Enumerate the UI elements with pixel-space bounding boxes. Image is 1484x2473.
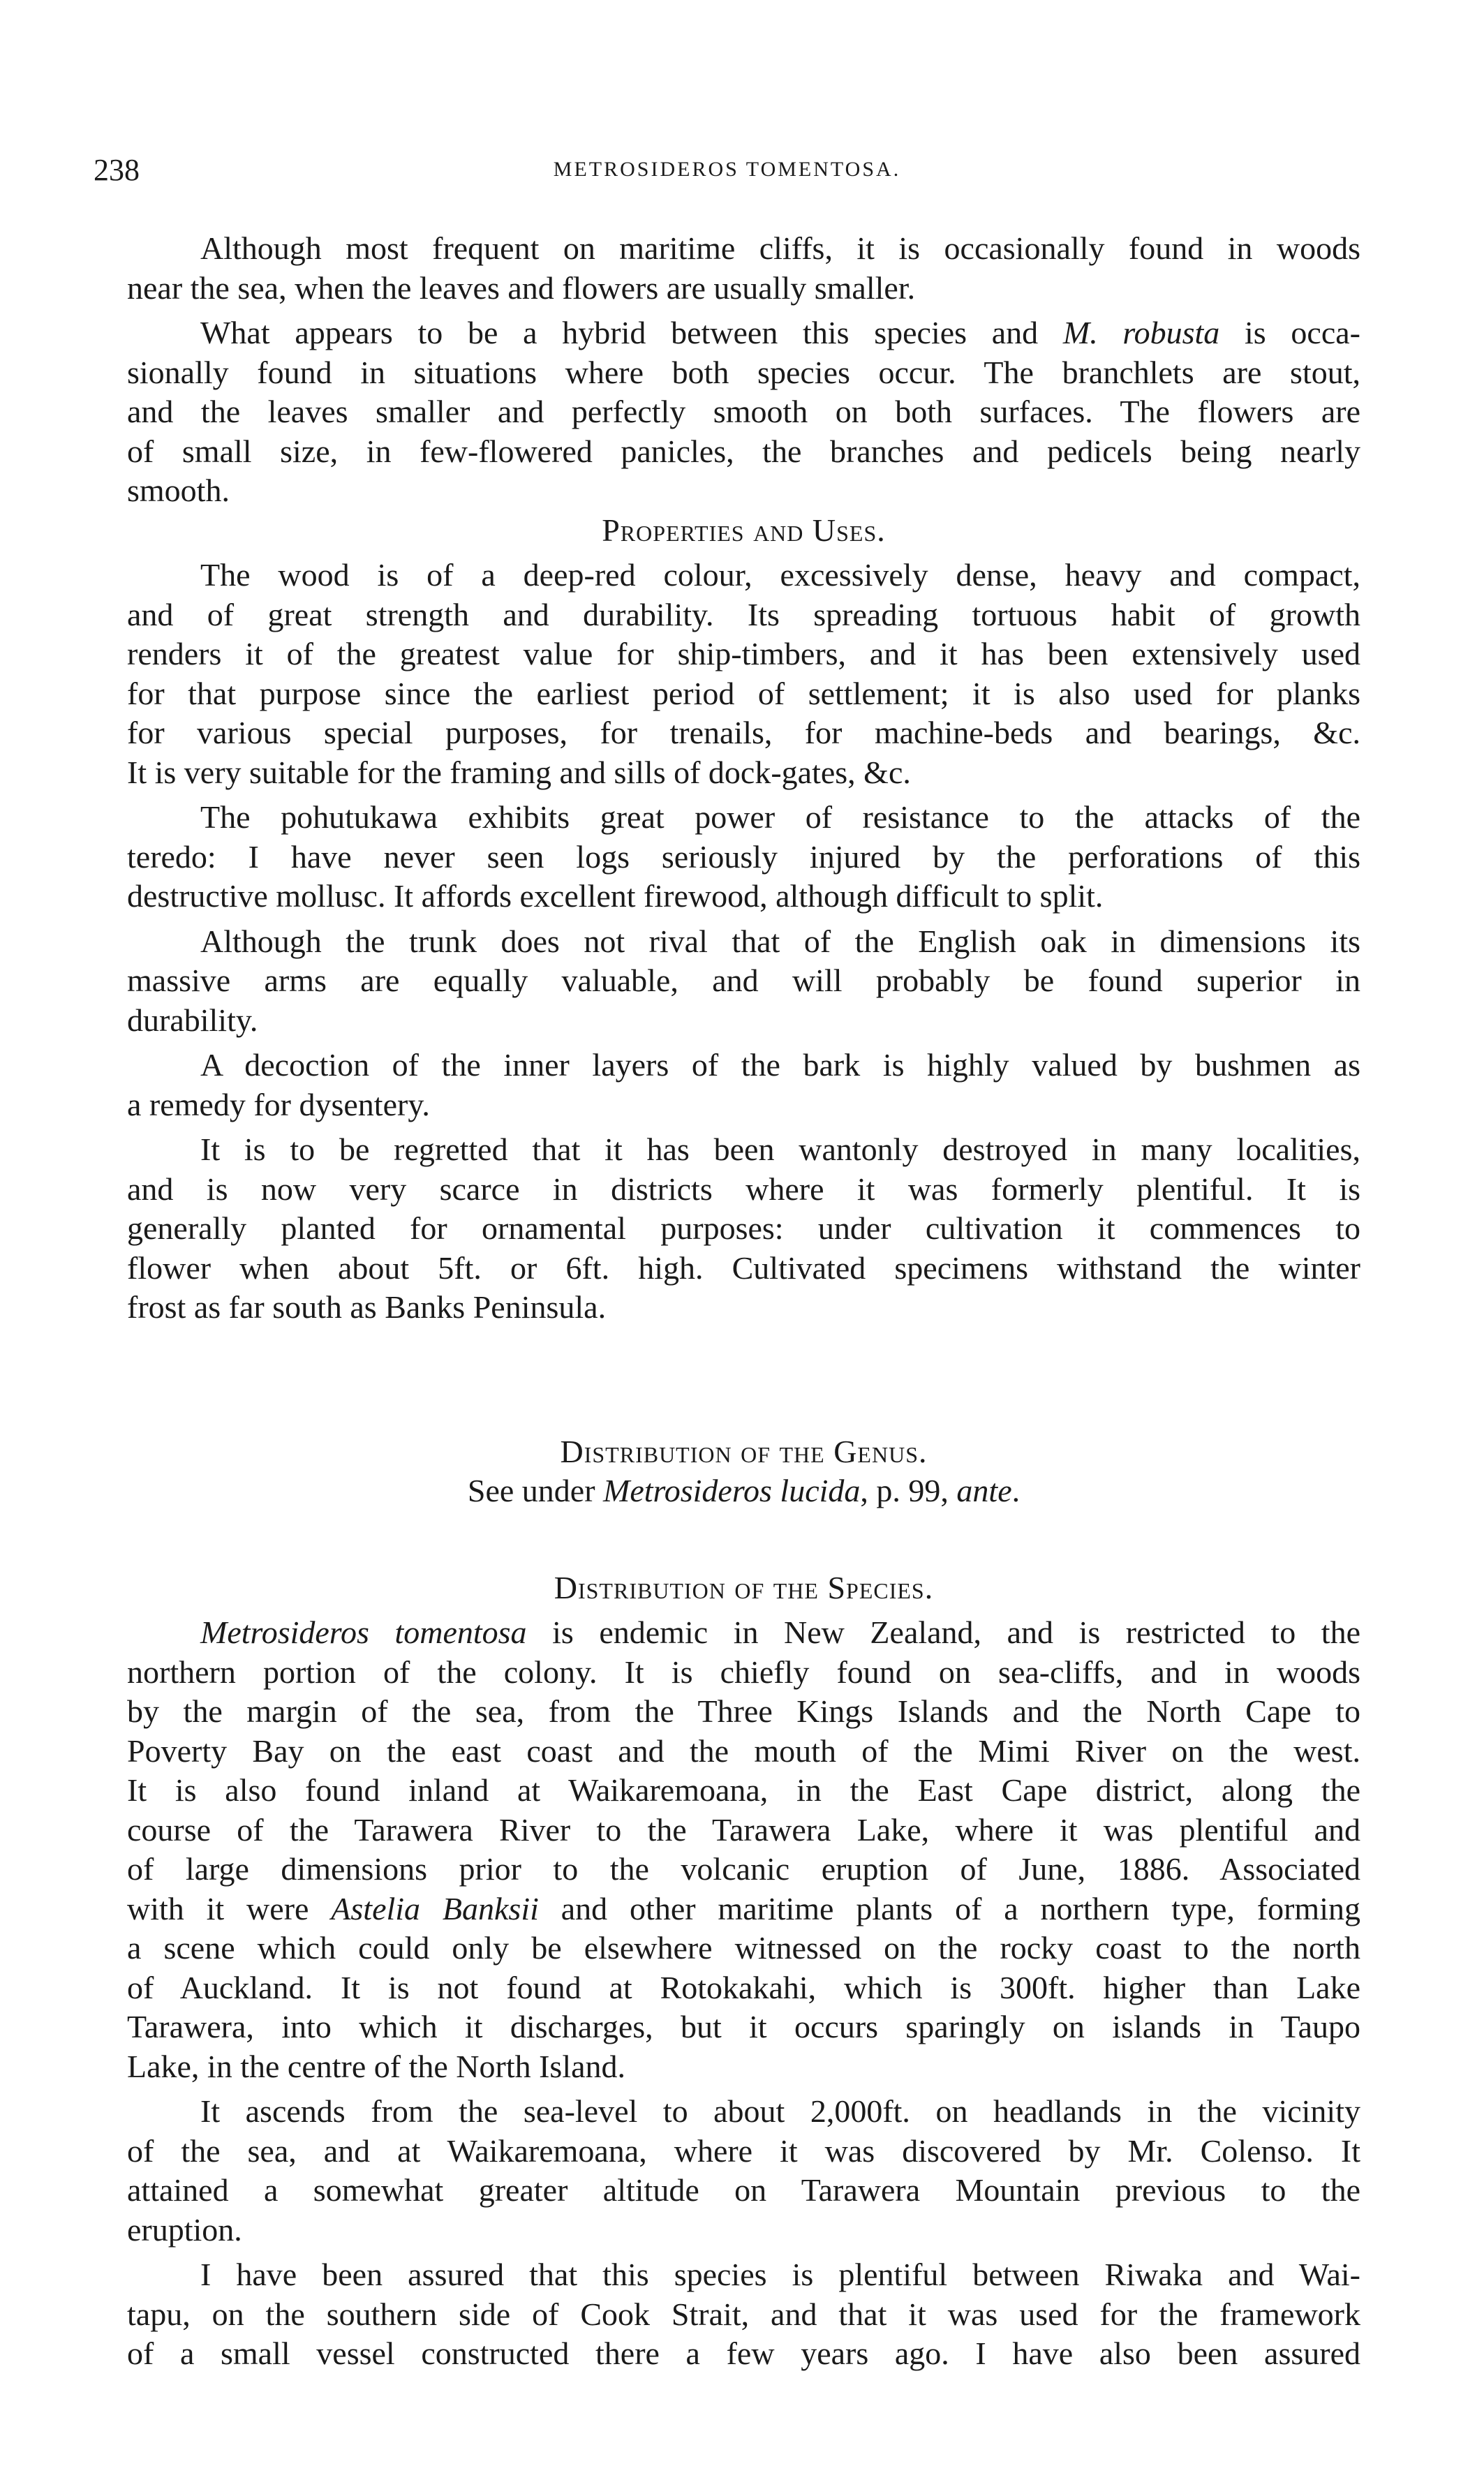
text-line: The pohutukawa exhibits great power of resistance to the attacks of the <box>200 799 1360 835</box>
text-line: of the sea, and at Waikaremoana, where it was discovered by Mr. Colenso. It <box>127 2132 1360 2169</box>
text-line <box>127 1471 1360 1511</box>
text-run: See under <box>467 1473 604 1508</box>
text-line: smooth. <box>127 473 230 508</box>
text-line: I have been assured that this species is plentiful between Riwaka and Wai- <box>200 2257 1360 2292</box>
paragraph <box>127 313 1360 511</box>
section-heading: Distribution of the Genus. <box>560 1433 928 1469</box>
text-line: renders it of the greatest value for ship-timbers, and it has been extensively used <box>127 636 1360 671</box>
section-heading: Distribution of the Species. <box>554 1569 934 1605</box>
text-line: destructive mollusc. It affords excellent firewood, although difficult to split. <box>127 878 1104 914</box>
italic-run: Metrosideros lucida <box>603 1473 861 1508</box>
text-line: It is to be regretted that it has been wantonly destroyed in many localities, <box>200 1131 1360 1167</box>
text-line: The wood is of a deep-red colour, excessively dense, heavy and compact, <box>200 557 1360 593</box>
running-title: METROSIDEROS TOMENTOSA. <box>553 158 901 181</box>
text-line: Lake, in the centre of the North Island. <box>127 2048 626 2084</box>
paragraph <box>127 1130 1360 1328</box>
paragraph <box>127 1613 1360 2086</box>
text-line: generally planted for ornamental purposes: under cultivation it commences to <box>127 1210 1360 1246</box>
italic-run: Astelia Banksii <box>331 1890 539 1926</box>
text-line: durability. <box>127 1002 258 1038</box>
text-line: of large dimensions prior to the volcanic eruption of June, 1886. Associated <box>127 1851 1360 1887</box>
text-line: and is now very scarce in districts where it was formerly plentiful. It is <box>127 1171 1360 1207</box>
text-line: teredo: I have never seen logs seriously injured by the perforations of this <box>127 838 1360 875</box>
italic-run: M. robusta <box>1062 315 1220 350</box>
text-line: near the sea, when the leaves and flowers are usually smaller. <box>127 269 916 306</box>
text-line: of a small vessel constructed there a few years ago. I have also been assured <box>127 2335 1360 2371</box>
text-line: for various special purposes, for trenails, for machine-beds and bearings, &c. <box>127 715 1360 750</box>
text-line: a scene which could only be elsewhere witnessed on the rocky coast to the north <box>127 1930 1360 1966</box>
text-line: flower when about 5ft. or 6ft. high. Cultivated specimens withstand the winter <box>127 1249 1360 1286</box>
italic-run: Metrosideros tomentosa <box>200 1614 527 1650</box>
text-line: attained a somewhat greater altitude on Tarawera Mountain previous to the <box>127 2172 1360 2208</box>
body-text <box>127 229 1360 2374</box>
text-run: What appears to be a hybrid between this species and <box>200 315 1063 350</box>
text-line <box>127 1889 1360 1929</box>
italic-run: ante <box>956 1473 1012 1508</box>
text-run: with it were <box>127 1890 332 1926</box>
text-line: eruption. <box>127 2211 242 2248</box>
paragraph <box>127 798 1360 916</box>
section-heading: Properties and Uses. <box>602 512 886 548</box>
paragraph <box>127 556 1360 792</box>
text-line: Poverty Bay on the east coast and the mouth of the Mimi River on the west. <box>127 1732 1360 1769</box>
text-line: massive arms are equally valuable, and will probably be found superior in <box>127 963 1360 998</box>
paragraph <box>127 229 1360 308</box>
text-line: frost as far south as Banks Peninsula. <box>127 1289 607 1325</box>
text-run: . <box>1011 1473 1021 1508</box>
text-line: sionally found in situations where both species occur. The branchlets are stout, <box>127 354 1360 390</box>
text-line: and of great strength and durability. Its spreading tortuous habit of growth <box>127 596 1360 632</box>
text-line: Although most frequent on maritime cliffs, it is occasionally found in woods <box>200 230 1360 266</box>
text-run: is occa- <box>1219 315 1360 350</box>
text-line: northern portion of the colony. It is chiefly found on sea-cliffs, and in woods <box>127 1654 1360 1690</box>
text-line: It ascends from the sea-level to about 2,000ft. on headlands in the vicinity <box>200 2093 1360 2129</box>
running-head <box>94 152 1360 194</box>
text-line <box>127 313 1360 353</box>
text-line: a remedy for dysentery. <box>127 1086 430 1122</box>
text-line: course of the Tarawera River to the Tarawera Lake, where it was plentiful and <box>127 1811 1360 1848</box>
text-line: by the margin of the sea, from the Three Kings Islands and the North Cape to <box>127 1693 1360 1729</box>
paragraph <box>127 2255 1360 2374</box>
text-run: , p. 99, <box>860 1473 957 1508</box>
text-line: It is also found inland at Waikaremoana, in the East Cape district, along the <box>127 1772 1360 1808</box>
paragraph <box>127 1046 1360 1124</box>
text-line: A decoction of the inner layers of the bark is highly valued by bushmen as <box>200 1047 1360 1083</box>
text-line: Tarawera, into which it discharges, but it occurs sparingly on islands in Taupo <box>127 2009 1360 2044</box>
text-line <box>127 1613 1360 1653</box>
text-line: It is very suitable for the framing and sills of dock-gates, &c. <box>127 754 911 790</box>
text-line: of small size, in few-flowered panicles, the branches and pedicels being nearly <box>127 433 1360 469</box>
text-line: and the leaves smaller and perfectly smooth on both surfaces. The flowers are <box>127 394 1360 429</box>
text-line: tapu, on the southern side of Cook Strait, and that it was used for the framework <box>127 2296 1360 2332</box>
paragraph <box>127 922 1360 1041</box>
cross-reference <box>127 1471 1360 1511</box>
page-number: 238 <box>94 153 140 187</box>
paragraph <box>127 2092 1360 2250</box>
text-line: for that purpose since the earliest period of settlement; it is also used for planks <box>127 675 1360 711</box>
text-line: Although the trunk does not rival that of the English oak in dimensions its <box>200 923 1360 959</box>
text-line: of Auckland. It is not found at Rotokakahi, which is 300ft. higher than Lake <box>127 1969 1360 2005</box>
text-run: is endemic in New Zealand, and is restricted to the <box>526 1614 1360 1650</box>
text-run: and other maritime plants of a northern type, forming <box>538 1890 1360 1926</box>
